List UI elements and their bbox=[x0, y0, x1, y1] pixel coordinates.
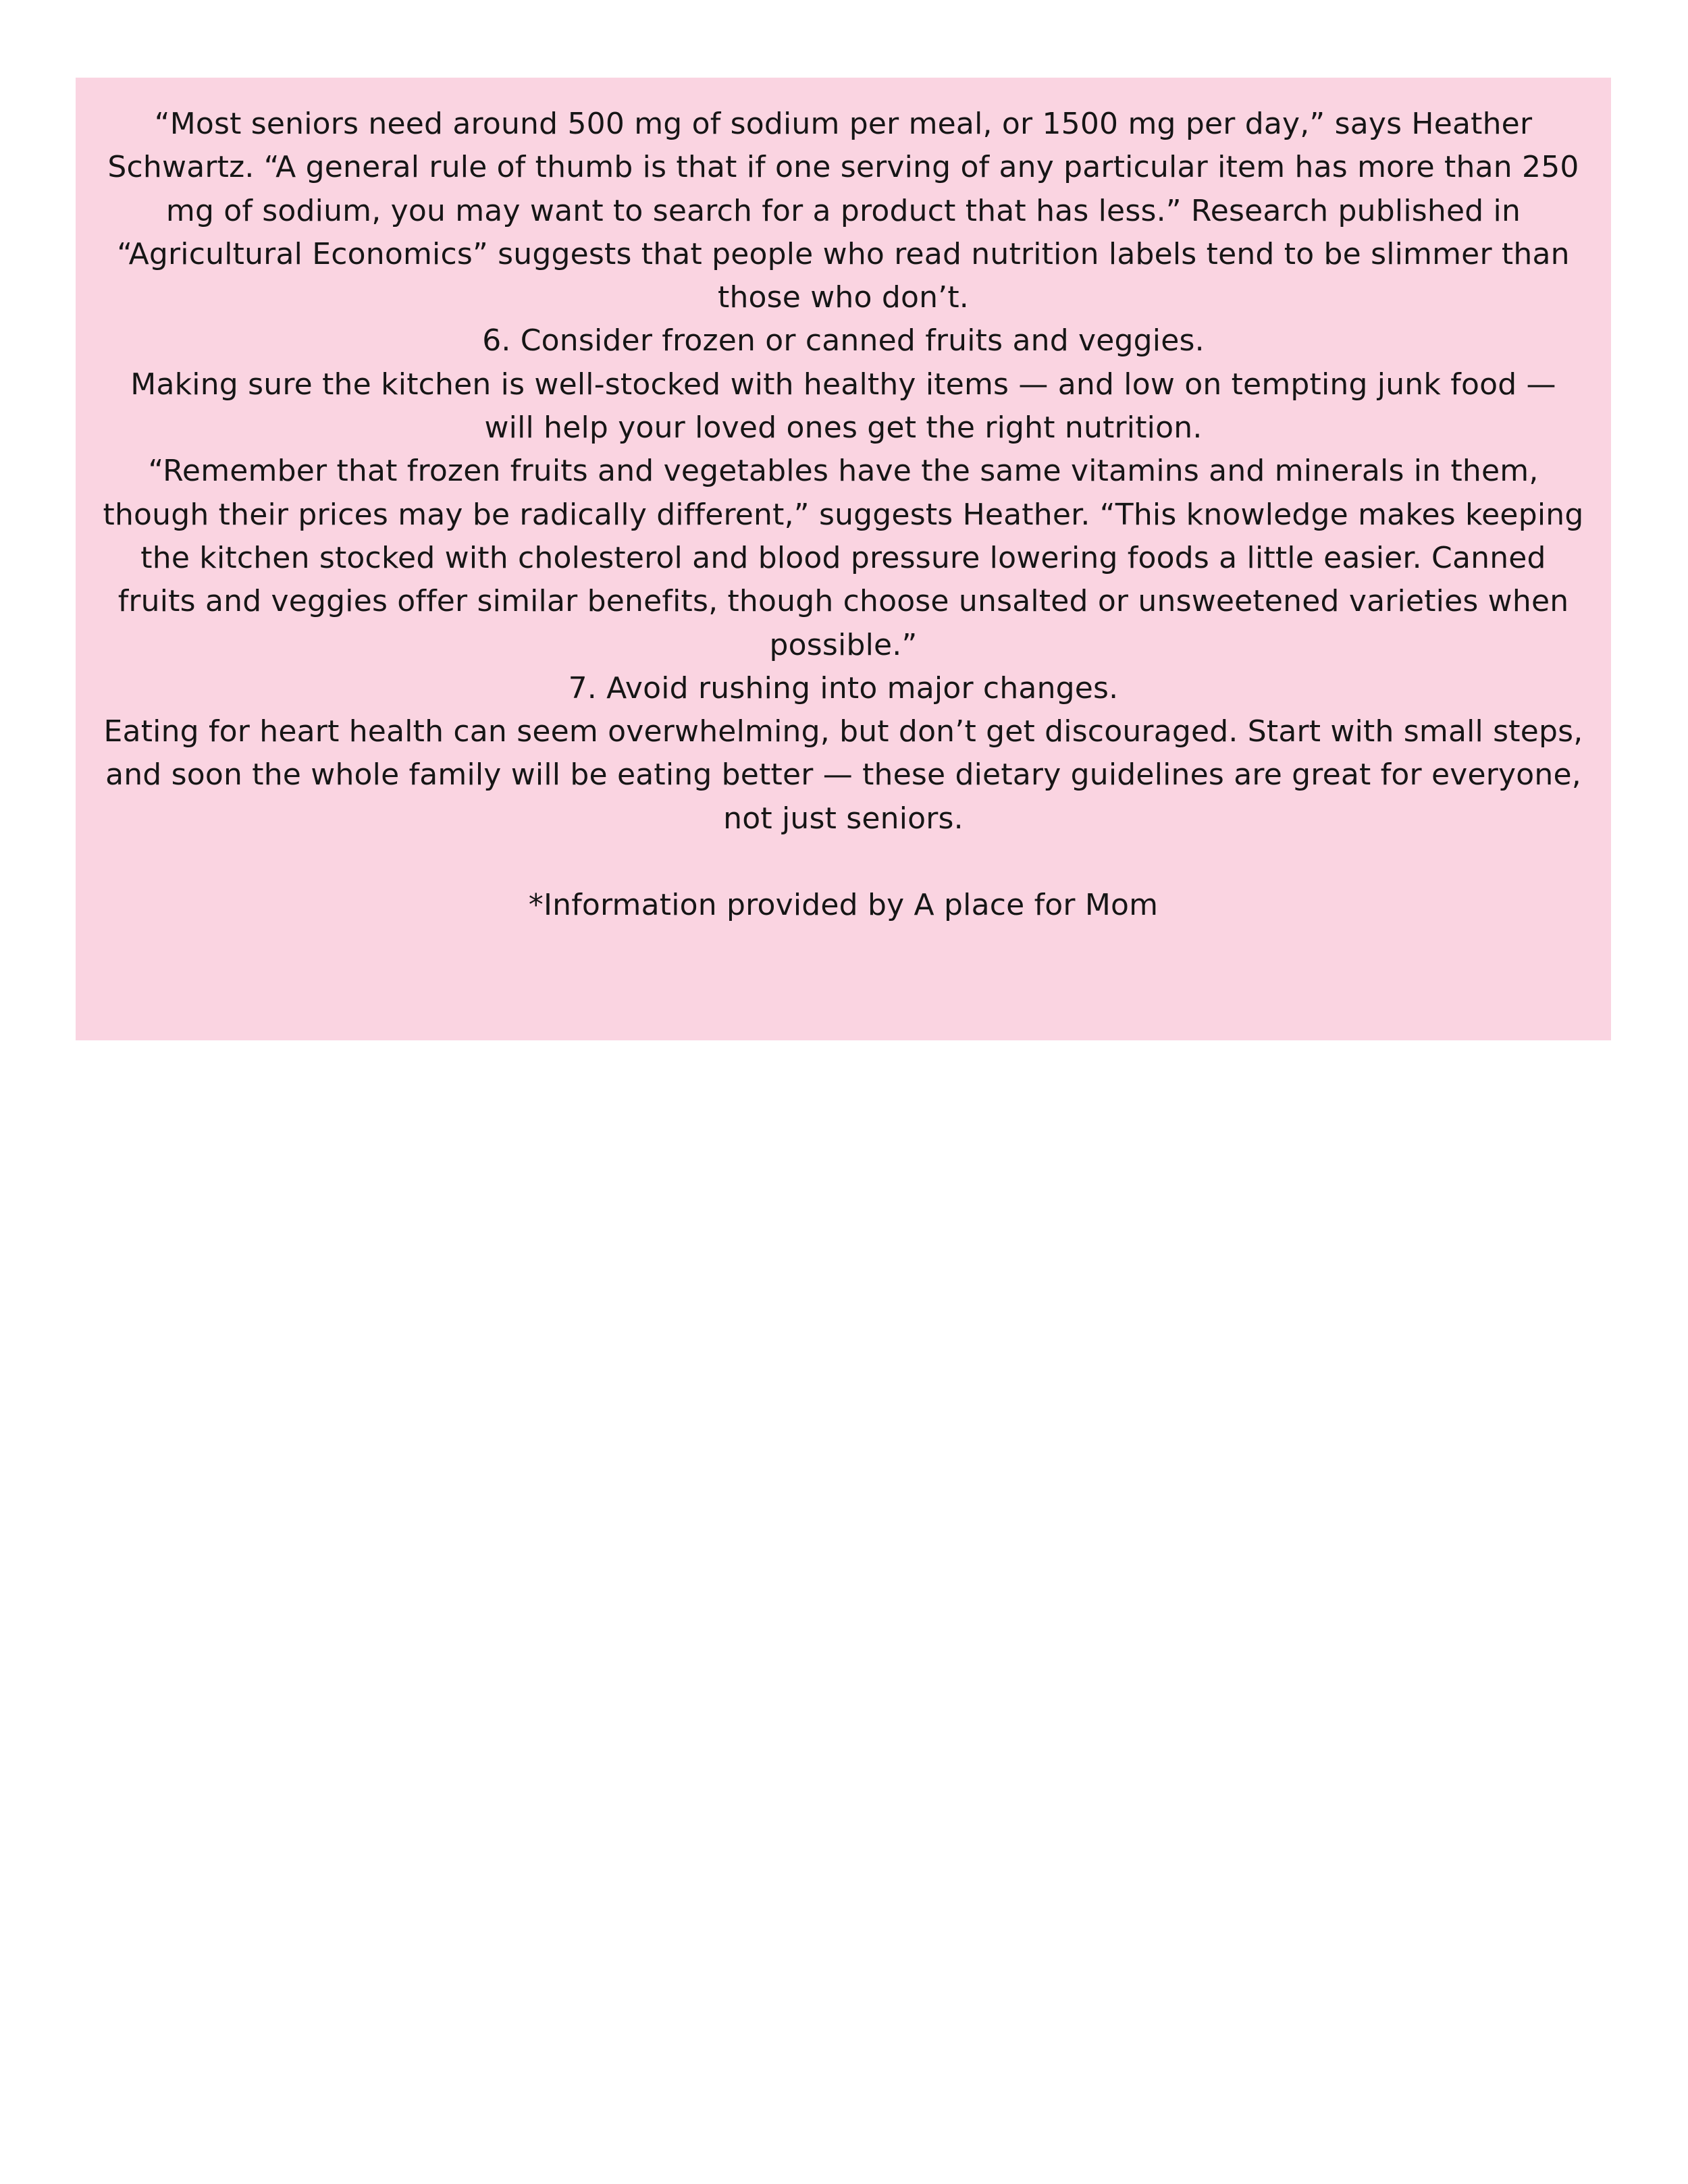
paragraph-frozen-fruits-quote: “Remember that frozen fruits and vegetables have the same vitamins and minerals in them, though their prices may be radically different,” suggests Heather. “This knowledge makes keeping the kitchen stocked with cholesterol and blood pressure lowering foods a little easier. Canned fruits and veggies offer similar benefits, though choose unsalted or unsweetened varieties when possible.” bbox=[103, 454, 1584, 662]
heading-tip-6: 6. Consider frozen or canned fruits and veggies. bbox=[482, 323, 1205, 358]
source-credit: *Information provided by A place for Mom bbox=[528, 888, 1159, 923]
article-text bbox=[103, 103, 1584, 928]
paragraph-sodium-advice: “Most seniors need around 500 mg of sodium per meal, or 1500 mg per day,” says Heather Schwartz. “A general rule of thumb is that if one serving of any particular item has more than 250 mg of sodium, you may want to search for a product that has less.” Research published in “Agricultural Economics” suggests that people who read nutrition labels tend to be slimmer than those who don’t. bbox=[107, 107, 1579, 315]
paragraph-heart-health: Eating for heart health can seem overwhelming, but don’t get discouraged. Start with small steps, and soon the whole family will be eating better — these dietary guidelines are great for everyone, not just seniors. bbox=[103, 714, 1583, 836]
pink-text-panel bbox=[76, 78, 1611, 1040]
heading-tip-7: 7. Avoid rushing into major changes. bbox=[568, 670, 1119, 705]
spacer bbox=[103, 841, 1584, 884]
paragraph-stocked-kitchen: Making sure the kitchen is well-stocked with healthy items — and low on tempting junk food — will help your loved ones get the right nutrition. bbox=[130, 367, 1556, 446]
